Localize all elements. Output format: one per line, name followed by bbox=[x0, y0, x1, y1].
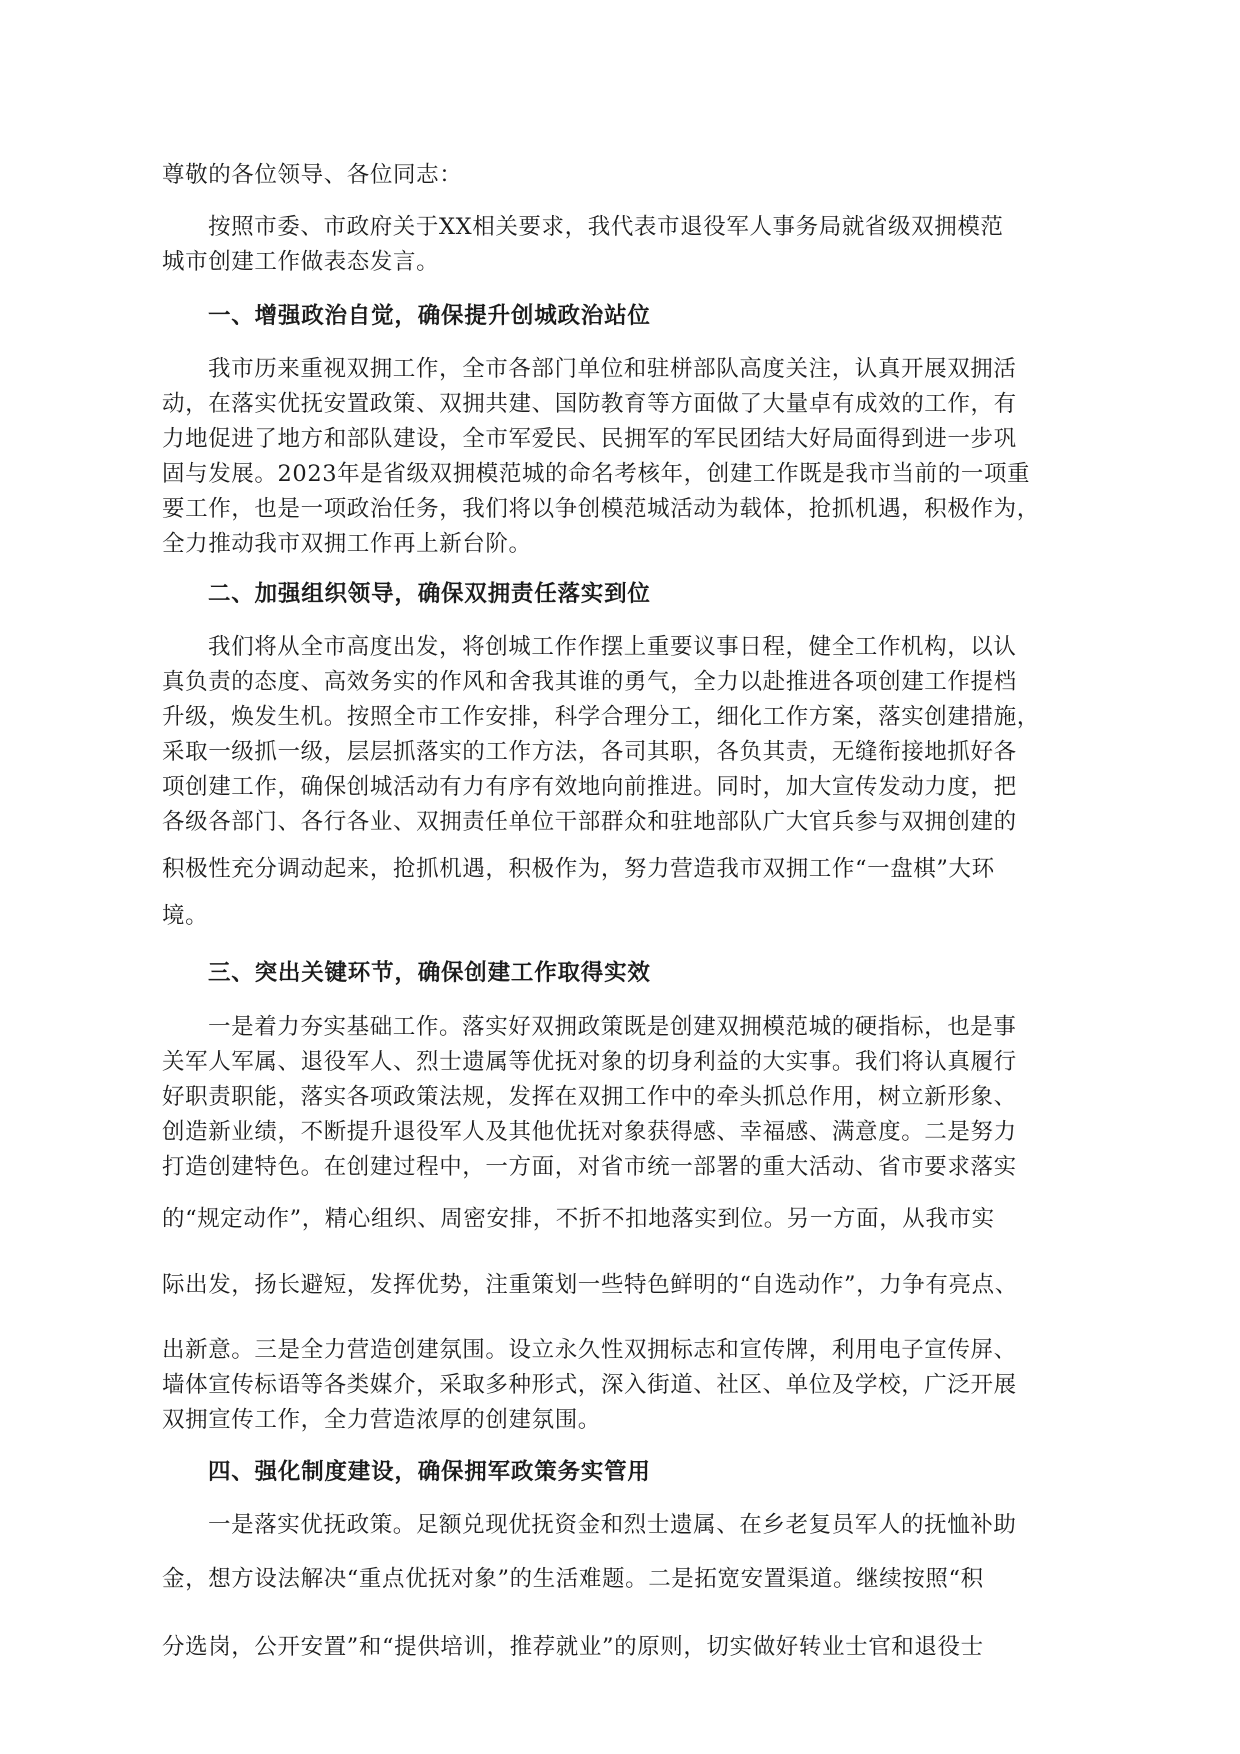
paragraph-line: 打造创建特色。在创建过程中，一方面，对省市统一部署的重大活动、省市要求落实 bbox=[162, 1154, 1017, 1180]
paragraph-line: 升级，焕发生机。按照全市工作安排，科学合理分工，细化工作方案，落实创建措施， bbox=[162, 704, 1040, 730]
paragraph-line: 要工作，也是一项政治任务，我们将以争创模范城活动为载体，抢抓机遇，积极作为， bbox=[162, 496, 1040, 522]
greeting: 尊敬的各位领导、各位同志： bbox=[162, 162, 463, 188]
paragraph-line: 关军人军属、退役军人、烈士遗属等优抚对象的切身利益的大实事。我们将认真履行 bbox=[162, 1049, 1017, 1075]
paragraph-line: 创造新业绩，不断提升退役军人及其他优抚对象获得感、幸福感、满意度。二是努力 bbox=[162, 1119, 1017, 1145]
paragraph-line: 我市历来重视双拥工作，全市各部门单位和驻栟部队高度关注，认真开展双拥活 bbox=[208, 356, 1017, 382]
paragraph-line: 我们将从全市高度出发，将创城工作作摆上重要议事日程，健全工作机构，以认 bbox=[208, 634, 1017, 660]
paragraph-line: 力地促进了地方和部队建设，全市军爱民、民拥军的军民团结大好局面得到进一步巩 bbox=[162, 426, 1017, 452]
paragraph-line: 好职责职能，落实各项政策法规，发挥在双拥工作中的牵头抓总作用，树立新形象、 bbox=[162, 1084, 1017, 1110]
section-heading: 二、加强组织领导，确保双拥责任落实到位 bbox=[208, 581, 651, 607]
paragraph-line: 真负责的态度、高效务实的作风和舍我其谁的勇气，全力以赴推进各项创建工作提档 bbox=[162, 669, 1017, 695]
paragraph-line: 际出发，扬长避短，发挥优势，注重策划一些特色鲜明的“自选动作”，力争有亮点、 bbox=[162, 1272, 1018, 1298]
paragraph-line: 采取一级抓一级，层层抓落实的工作方法，各司其职，各负其责，无缝衔接地抓好各 bbox=[162, 739, 1017, 765]
paragraph-line: 固与发展。2023年是省级双拥模范城的命名考核年，创建工作既是我市当前的一项重 bbox=[162, 461, 1031, 487]
paragraph-line: 一是落实优抚政策。足额兑现优抚资金和烈士遗属、在乡老复员军人的抚恤补助 bbox=[208, 1512, 1017, 1538]
section-heading: 四、强化制度建设，确保拥军政策务实管用 bbox=[208, 1459, 651, 1485]
intro-line: 按照市委、市政府关于XX相关要求，我代表市退役军人事务局就省级双拥模范 bbox=[208, 214, 1004, 240]
paragraph-line: 动，在落实优抚安置政策、双拥共建、国防教育等方面做了大量卓有成效的工作，有 bbox=[162, 391, 1017, 417]
section-heading: 三、突出关键环节，确保创建工作取得实效 bbox=[208, 960, 651, 986]
paragraph-line: 出新意。三是全力营造创建氛围。设立永久性双拥标志和宣传牌，利用电子宣传屏、 bbox=[162, 1337, 1017, 1363]
paragraph-line: 双拥宣传工作，全力营造浓厚的创建氛围。 bbox=[162, 1407, 601, 1433]
paragraph-line: 积极性充分调动起来，抢抓机遇，积极作为，努力营造我市双拥工作“一盘棋”大环 bbox=[162, 856, 995, 882]
paragraph-line: 境。 bbox=[162, 903, 209, 929]
paragraph-line: 金，想方设法解决“重点优抚对象”的生活难题。二是拓宽安置渠道。继续按照“积 bbox=[162, 1566, 984, 1592]
section-heading: 一、增强政治自觉，确保提升创城政治站位 bbox=[208, 303, 651, 329]
paragraph-line: 一是着力夯实基础工作。落实好双拥政策既是创建双拥模范城的硬指标，也是事 bbox=[208, 1014, 1017, 1040]
paragraph-line: 的“规定动作”，精心组织、周密安排，不折不扣地落实到位。另一方面，从我市实 bbox=[162, 1206, 995, 1232]
intro-line: 城市创建工作做表态发言。 bbox=[162, 249, 440, 275]
paragraph-line: 各级各部门、各行各业、双拥责任单位干部群众和驻地部队广大官兵参与双拥创建的 bbox=[162, 809, 1017, 835]
paragraph-line: 墙体宣传标语等各类媒介，采取多种形式，深入街道、社区、单位及学校，广泛开展 bbox=[162, 1372, 1017, 1398]
paragraph-line: 分选岗，公开安置”和“提供培训，推荐就业”的原则，切实做好转业士官和退役士 bbox=[162, 1634, 984, 1660]
paragraph-line: 项创建工作，确保创城活动有力有序有效地向前推进。同时，加大宣传发动力度，把 bbox=[162, 774, 1017, 800]
paragraph-line: 全力推动我市双拥工作再上新台阶。 bbox=[162, 531, 532, 557]
